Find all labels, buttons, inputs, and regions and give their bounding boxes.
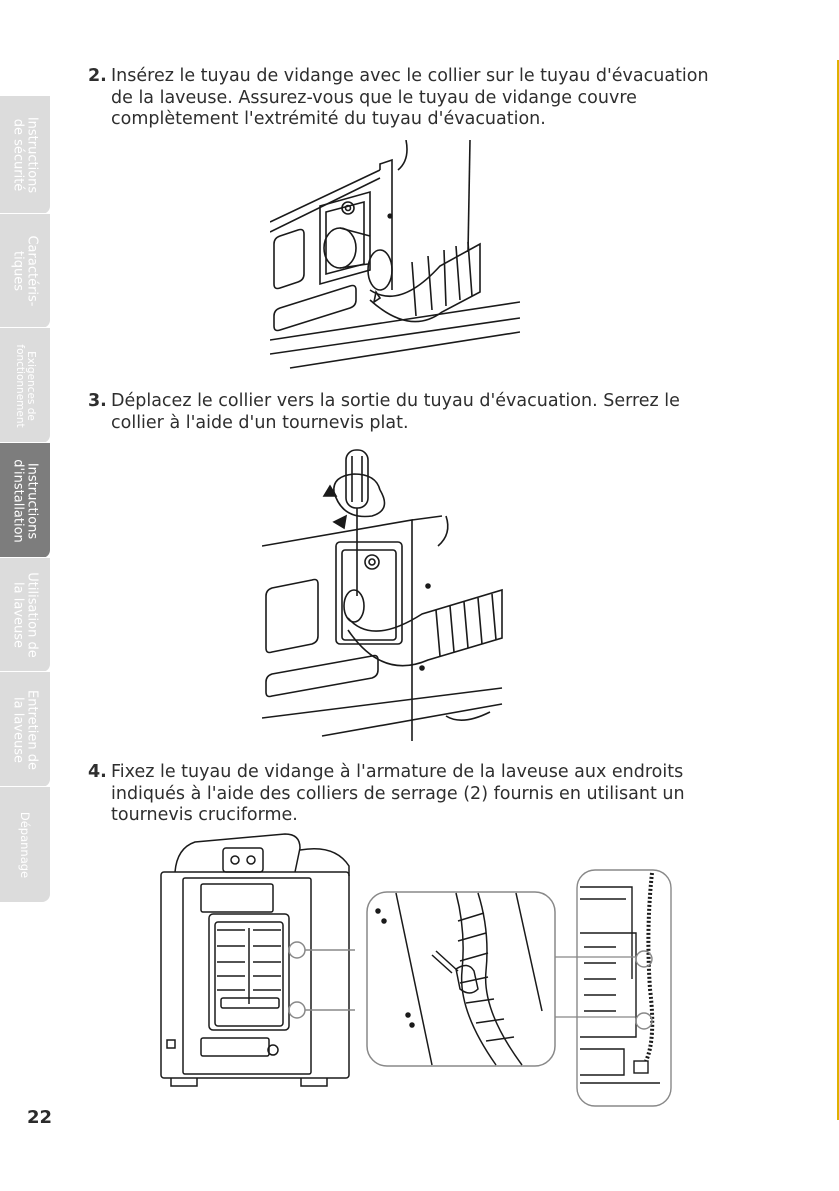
tab-label-line: Instructions — [24, 462, 40, 539]
tab-safety[interactable] — [0, 95, 50, 214]
page-number: 22 — [27, 1107, 53, 1128]
step-4 — [88, 762, 788, 827]
tab-label-line: Exigences de — [25, 350, 38, 421]
tab-operating-requirements[interactable] — [0, 327, 50, 443]
tab-using-washer[interactable] — [0, 557, 50, 672]
tab-label-line: la laveuse — [11, 696, 26, 763]
callout-lines — [555, 945, 645, 1035]
step-text-line: collier à l'aide d'un tournevis plat. — [111, 412, 409, 433]
washer-rear-illustration — [155, 828, 355, 1090]
tab-features[interactable] — [0, 213, 50, 328]
tab-label-line: d'installation — [11, 458, 26, 543]
tab-label-line: Caractéris- — [24, 235, 40, 307]
tab-installation[interactable] — [0, 442, 50, 558]
tab-troubleshooting[interactable] — [0, 786, 50, 902]
tab-label-line: tiques — [11, 251, 26, 291]
tab-label-line: Utilisation de — [24, 572, 40, 658]
clamp-detail-illustration — [366, 891, 556, 1067]
screwdriver-tighten-illustration — [262, 446, 512, 741]
step-3 — [88, 391, 788, 434]
tab-label-line: la laveuse — [11, 581, 26, 648]
hose-insert-illustration — [270, 140, 520, 370]
tab-maintenance[interactable] — [0, 671, 50, 787]
step-text-line: complètement l'extrémité du tuyau d'évacuation. — [111, 109, 546, 129]
step-text-line: de la laveuse. Assurez-vous que le tuyau de vidange couvre — [111, 87, 637, 108]
tab-label-line: fonctionnement — [14, 343, 26, 428]
tab-label-line: Dépannage — [18, 811, 33, 878]
tab-label-line: de sécurité — [11, 118, 26, 192]
step-text-line: Déplacez le collier vers la sortie du tuyau d'évacuation. Serrez le — [111, 391, 680, 411]
step-text-line: tournevis cruciforme. — [111, 805, 298, 825]
tab-label-line: Entretien de — [24, 689, 40, 770]
step-number: 2. — [88, 66, 107, 86]
step-number: 3. — [88, 391, 107, 411]
step-text-line: indiqués à l'aide des colliers de serrage (2) fournis en utilisant un — [111, 783, 685, 804]
step-text-line: Fixez le tuyau de vidange à l'armature de la laveuse aux endroits — [111, 762, 684, 782]
step-number: 4. — [88, 762, 107, 782]
tab-label-line: Instructions — [24, 116, 40, 194]
step-2 — [88, 66, 788, 131]
step-text-line: Insérez le tuyau de vidange avec le collier sur le tuyau d'évacuation — [111, 66, 709, 86]
